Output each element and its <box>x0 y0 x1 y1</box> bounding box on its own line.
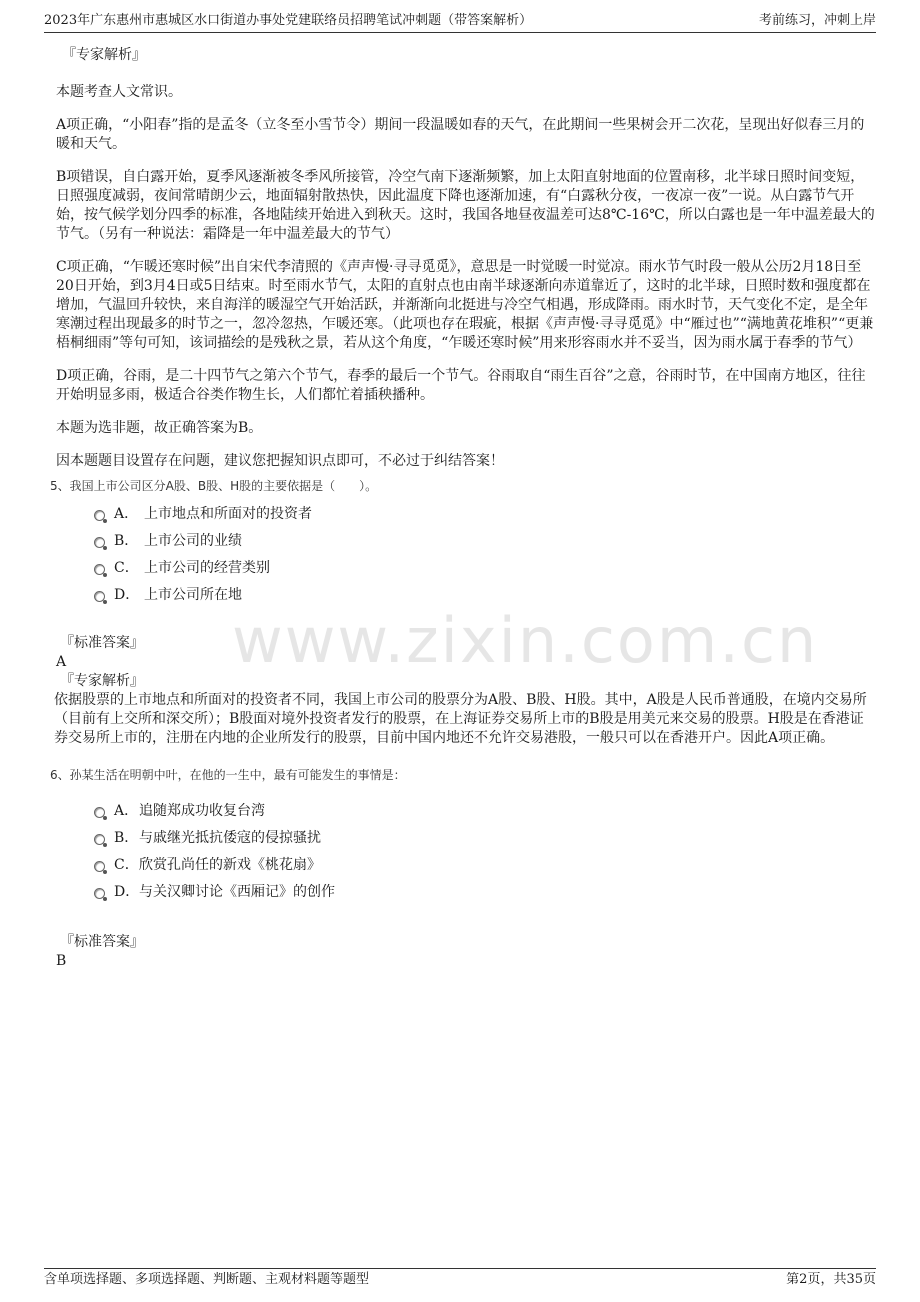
q4-analysis-intro: 本题考查人文常识。 <box>56 84 182 100</box>
radio-button-icon[interactable] <box>94 564 105 575</box>
q5-answer-label: 『标准答案』 <box>60 635 144 651</box>
radio-button-icon[interactable] <box>94 834 105 845</box>
q4-analysis-option-c: C项正确，“乍暖还寒时候”出自宋代李清照的《声声慢·寻寻觅觅》，意思是一时觉暖一时觉凉。雨水节气时段一般从公历2月18日至20日开始，到3月4日或5日结束。时至雨水节气，太阳的直射点也由南半球逐渐向赤道靠近了，这时的北半球，日照时数和强度都在增加，气温回升较快，来自海洋的暖湿空气开始活跃，并渐渐向北挺进与冷空气相遇，形成降雨。雨水时节，天气变化不定，是全年寒潮过程出现最多的时节之一，忽冷忽热，乍暖还寒。（此项也存在瑕疵，根据《声声慢·寻寻觅觅》中“雁过也”“满地黄花堆积”“更兼梧桐细雨”等句可知，该词描绘的是残秋之景，若从这个角度，“乍暖还寒时候”用来形容雨水并不妥当，因为雨水属于春季的节气） <box>56 259 874 351</box>
option-text: 与关汉卿讨论《西厢记》的创作 <box>139 884 335 900</box>
q5-analysis: 依据股票的上市地点和所面对的投资者不同，我国上市公司的股票分为A股、B股、H股。其中，A股是人民币普通股，在境内交易所（目前有上交所和深交所）；B股面对境外投资者发行的股票，在上海证券交易所上市的B股是用美元来交易的股票。H股是在香港证券交易所上市的，注册在内地的企业所发行的股票，目前中国内地还不允许交易港股，一般只可以在香港开户。因此A项正确。 <box>54 692 867 746</box>
option-text: 欣赏孔尚任的新戏《桃花扇》 <box>139 857 321 873</box>
option-letter: B． <box>114 830 139 846</box>
radio-button-icon[interactable] <box>94 861 105 872</box>
radio-button-icon[interactable] <box>94 888 105 899</box>
q5-question: 5、我国上市公司区分A股、B股、H股的主要依据是（ ）。 <box>50 479 378 493</box>
q5-option-c[interactable] <box>94 558 876 585</box>
page-content <box>50 46 876 971</box>
q6-answer: B <box>56 953 67 969</box>
q4-analysis-option-a: A项正确，“小阳春”指的是孟冬（立冬至小雪节令）期间一段温暖如春的天气，在此期间一些果树会开二次花，呈现出好似春三月的暖和天气。 <box>56 117 865 152</box>
q4-analysis-label: 『专家解析』 <box>62 47 146 63</box>
option-letter: A． <box>114 803 139 819</box>
q5-option-b[interactable] <box>94 531 876 558</box>
document-title: 2023年广东惠州市惠城区水口街道办事处党建联络员招聘笔试冲刺题（带答案解析） <box>44 13 533 28</box>
header-tagline: 考前练习，冲刺上岸 <box>758 13 876 28</box>
page-footer <box>44 1268 876 1291</box>
option-letter: D． <box>114 884 140 900</box>
option-letter: C． <box>114 857 139 873</box>
option-letter: A． <box>114 506 139 522</box>
q5-option-a[interactable] <box>94 504 876 531</box>
watermark: www.zixin.com.cn <box>232 604 819 677</box>
q5-answer: A <box>56 654 67 670</box>
option-text: 上市公司的经营类别 <box>144 560 270 576</box>
q5-analysis-label: 『专家解析』 <box>60 673 144 689</box>
q6-option-c[interactable] <box>94 855 876 882</box>
option-letter: D． <box>114 587 140 603</box>
footer-question-types: 含单项选择题、多项选择题、判断题、主观材料题等题型 <box>44 1272 370 1287</box>
page-number: 第2页，共35页 <box>786 1272 876 1287</box>
option-text: 上市公司所在地 <box>144 587 242 603</box>
option-text: 上市地点和所面对的投资者 <box>144 506 312 522</box>
q6-option-d[interactable] <box>94 882 876 909</box>
q6-question: 6、孙某生活在明朝中叶，在他的一生中，最有可能发生的事情是： <box>50 768 406 782</box>
radio-button-icon[interactable] <box>94 510 105 521</box>
q4-analysis-note: 因本题题目设置存在问题，建议您把握知识点即可，不必过于纠结答案！ <box>56 453 504 469</box>
radio-button-icon[interactable] <box>94 591 105 602</box>
q5-option-d[interactable] <box>94 585 876 612</box>
option-letter: C． <box>114 560 139 576</box>
option-text: 追随郑成功收复台湾 <box>139 803 265 819</box>
q6-option-b[interactable] <box>94 828 876 855</box>
option-letter: B． <box>114 533 139 549</box>
page-header <box>44 10 876 33</box>
q4-analysis-option-b: B项错误，自白露开始，夏季风逐渐被冬季风所接管，冷空气南下逐渐频繁，加上太阳直射地面的位置南移，北半球日照时间变短，日照强度减弱，夜间常晴朗少云，地面辐射散热快，因此温度下降也逐渐加速，有“白露秋分夜，一夜凉一夜”一说。从白露节气开始，按气候学划分四季的标准，各地陆续开始进入到秋天。这时，我国各地昼夜温差可达8℃-16℃，所以白露也是一年中温差最大的节气。（另有一种说法：霜降是一年中温差最大的节气） <box>56 169 875 242</box>
q6-answer-label: 『标准答案』 <box>60 934 144 950</box>
option-text: 与戚继光抵抗倭寇的侵掠骚扰 <box>139 830 321 846</box>
q4-analysis-option-d: D项正确，谷雨，是二十四节气之第六个节气，春季的最后一个节气。谷雨取自“雨生百谷”之意，谷雨时节，在中国南方地区，往往开始明显多雨，极适合谷类作物生长，人们都忙着插秧播种。 <box>56 368 866 403</box>
radio-button-icon[interactable] <box>94 807 105 818</box>
radio-button-icon[interactable] <box>94 537 105 548</box>
q4-analysis-conclusion: 本题为选非题，故正确答案为B。 <box>56 420 263 436</box>
option-text: 上市公司的业绩 <box>144 533 242 549</box>
q6-option-a[interactable] <box>94 801 876 828</box>
